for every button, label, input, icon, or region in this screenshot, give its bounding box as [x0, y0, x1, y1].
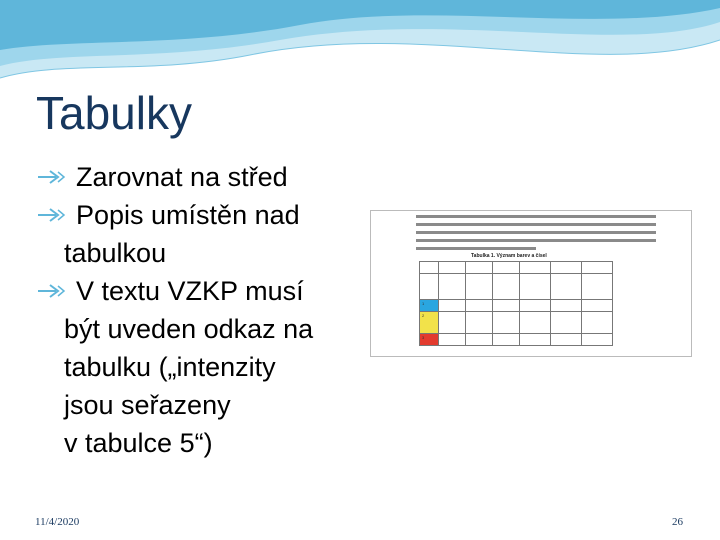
color-cell: [420, 334, 439, 346]
row-number: 3: [422, 335, 425, 340]
bullet-continuation: v tabulce 5“): [64, 428, 213, 458]
table-row: [420, 312, 613, 334]
color-cell: [420, 300, 439, 312]
bullet-item: [36, 158, 376, 196]
document-text-line: [416, 239, 656, 242]
page-number: 26: [672, 516, 683, 528]
table-row: [420, 262, 613, 274]
bullet-item: [36, 272, 376, 310]
arrow-bullet-icon: [36, 282, 68, 300]
bullet-item: [36, 196, 376, 234]
bullet-continuation: jsou seřazeny: [64, 390, 231, 420]
document-text-line: [416, 215, 656, 218]
table-row: [420, 300, 613, 312]
bullet-continuation: tabulkou: [64, 238, 167, 268]
color-meaning-table: [419, 261, 613, 346]
footer-date: 11/4/2020: [35, 516, 80, 528]
bullet-text: V textu VZKP musí: [76, 276, 304, 306]
slide-title: Tabulky: [36, 87, 192, 139]
table-caption: Tabulka 1. Význam barev a čísel: [471, 253, 547, 259]
document-text-line: [416, 223, 656, 226]
row-number: 2: [422, 313, 425, 318]
table-row: [420, 334, 613, 346]
embedded-table-image: [370, 210, 692, 357]
table-row: [420, 274, 613, 300]
header-wave-decoration: [0, 0, 720, 90]
bullet-continuation: být uveden odkaz na: [64, 314, 314, 344]
bullet-continuation: tabulku („intenzity: [64, 352, 276, 382]
bullet-text: Zarovnat na střed: [76, 162, 288, 192]
bullet-list: [36, 158, 376, 462]
bullet-text: Popis umístěn nad: [76, 200, 300, 230]
arrow-bullet-icon: [36, 206, 68, 224]
document-text-line: [416, 231, 656, 234]
document-text-line: [416, 247, 536, 250]
row-number: 1: [422, 301, 425, 306]
arrow-bullet-icon: [36, 168, 68, 186]
color-cell: [420, 312, 439, 334]
